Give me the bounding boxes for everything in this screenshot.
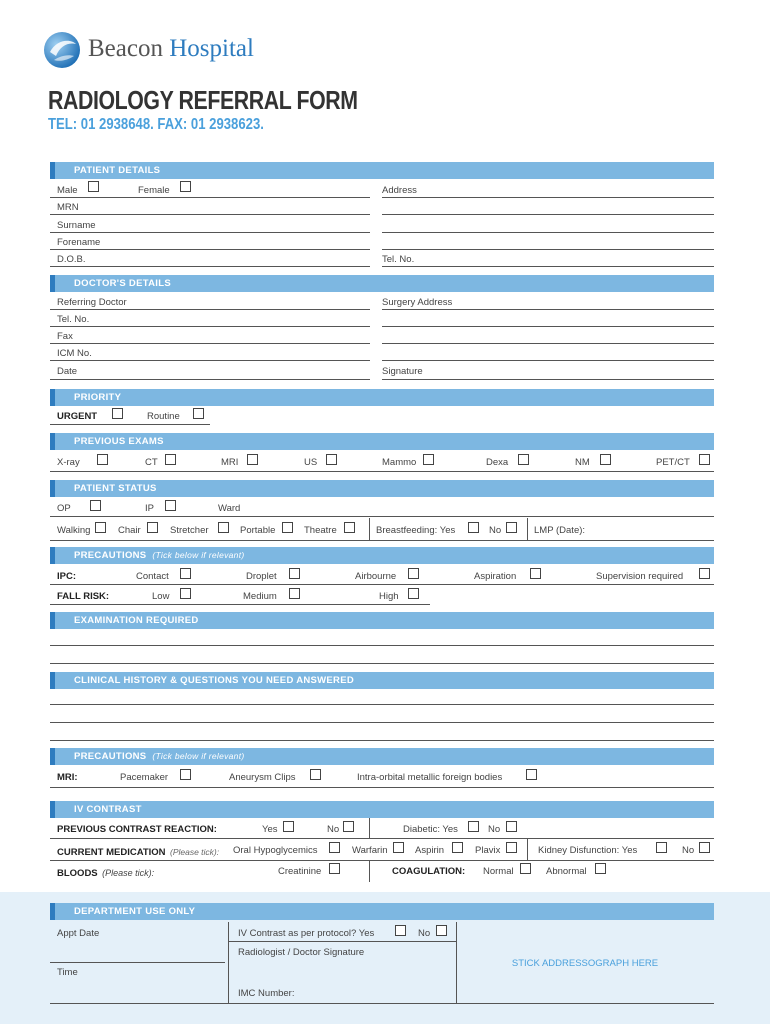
exam-ct-checkbox[interactable] [165,454,176,465]
exam-xray-label: X-ray [57,457,80,468]
fax-label: Fax [57,331,73,342]
aspiration-label: Aspiration [474,571,517,582]
divider [50,860,714,861]
prev-contrast-no-label: No [327,824,340,835]
tick-hint: (Tick below if relevant) [152,751,245,761]
chair-checkbox[interactable] [147,522,158,533]
mri-label: MRI: [57,772,78,783]
creatinine-checkbox[interactable] [329,863,340,874]
ip-checkbox[interactable] [165,500,176,511]
divider [50,471,714,472]
plavix-label: Plavix [475,845,501,856]
breastfeeding-label: Breastfeeding: Yes [376,525,456,536]
high-checkbox[interactable] [408,588,419,599]
portable-checkbox[interactable] [282,522,293,533]
section-heading: PRECAUTIONS [74,550,147,561]
pacemaker-label: Pacemaker [120,772,169,783]
time-label: Time [57,967,78,978]
airbourne-label: Airbourne [355,571,397,582]
section-previous-exams [50,433,714,450]
please-tick-hint: (Please tick): [170,847,220,857]
kidney-yes-checkbox[interactable] [656,842,667,853]
section-examination-required [50,612,714,629]
doctor-tel-field[interactable] [50,326,370,327]
prev-contrast-label: PREVIOUS CONTRAST REACTION: [57,824,217,835]
divider [50,197,370,198]
medium-checkbox[interactable] [289,588,300,599]
section-heading: IV CONTRAST [74,804,142,815]
normal-checkbox[interactable] [520,863,531,874]
appt-date-label: Appt Date [57,928,100,939]
address-line-2[interactable] [382,214,714,215]
lmp-label: LMP (Date): [534,525,586,536]
section-patient-details [50,162,714,179]
divider [228,922,229,1003]
iv-protocol-no-checkbox[interactable] [436,925,447,936]
creatinine-label: Creatinine [278,866,322,877]
address-line-1[interactable] [382,197,714,198]
divider [50,424,210,425]
date-field[interactable] [50,379,370,380]
section-heading: PATIENT STATUS [74,483,157,494]
contact-label: Contact [136,571,169,582]
section-iv-contrast [50,801,714,818]
section-clinical-history [50,672,714,689]
routine-checkbox[interactable] [193,408,204,419]
oral-hypoglycemics-checkbox[interactable] [329,842,340,853]
urgent-label: URGENT [57,411,98,422]
divider [50,604,430,605]
prev-contrast-yes-label: Yes [262,824,278,835]
exam-mammo-label: Mammo [382,457,417,468]
exam-dexa-label: Dexa [486,457,509,468]
form-title: RADIOLOGY REFERRAL FORM [48,85,358,115]
dob-field[interactable] [50,266,370,267]
section-heading: PRIORITY [74,392,122,403]
examination-line-2[interactable] [50,663,714,664]
male-label: Male [57,185,78,196]
clinical-line-1[interactable] [50,704,714,705]
kidney-no-checkbox[interactable] [699,842,710,853]
section-precautions [50,547,714,564]
section-priority [50,389,714,406]
mrn-label: MRN [57,202,79,213]
divider [228,941,456,942]
clinical-line-2[interactable] [50,722,714,723]
bloods-label: BLOODS [57,868,98,879]
imc-number-label: IMC Number: [238,988,295,999]
section-doctor-details [50,275,714,292]
supervision-label: Supervision required [596,571,684,582]
aspiration-checkbox[interactable] [530,568,541,579]
orbital-checkbox[interactable] [526,769,537,780]
theatre-label: Theatre [304,525,337,536]
signature-field[interactable] [382,379,714,380]
iv-protocol-yes-checkbox[interactable] [395,925,406,936]
warfarin-checkbox[interactable] [393,842,404,853]
op-label: OP [57,503,71,514]
urgent-checkbox[interactable] [112,408,123,419]
oral-hypoglycemics-label: Oral Hypoglycemics [233,845,318,856]
hospital-logo [42,30,272,70]
exam-ct-label: CT [145,457,158,468]
aspirin-checkbox[interactable] [452,842,463,853]
breastfeeding-no-checkbox[interactable] [506,522,517,533]
divider [369,518,370,540]
low-checkbox[interactable] [180,588,191,599]
aneurysm-checkbox[interactable] [310,769,321,780]
referring-doctor-field[interactable] [50,309,370,310]
stretcher-label: Stretcher [170,525,209,536]
mrn-field[interactable] [50,214,370,215]
prev-contrast-yes-checkbox[interactable] [283,821,294,832]
aspirin-label: Aspirin [415,845,445,856]
examination-line-1[interactable] [50,645,714,646]
ward-label: Ward [218,503,241,514]
tick-hint: (Tick below if relevant) [152,550,245,560]
date-label: Date [57,366,78,377]
dob-label: D.O.B. [57,254,86,265]
diabetic-label: Diabetic: Yes [403,824,458,835]
addressograph-label: STICK ADDRESSOGRAPH HERE [511,958,659,969]
male-checkbox[interactable] [88,181,99,192]
surgery-address-line-2[interactable] [382,326,714,327]
contact-line: TEL: 01 2938648. FAX: 01 2938623. [48,116,264,133]
appt-date-field[interactable] [50,962,225,963]
ip-label: IP [145,503,154,514]
icm-field[interactable] [50,360,370,361]
portable-label: Portable [240,525,276,536]
time-field[interactable] [50,1003,714,1004]
airbourne-checkbox[interactable] [408,568,419,579]
section-heading: PRECAUTIONS [74,751,147,762]
signature-label: Signature [382,366,423,377]
contact-checkbox[interactable] [180,568,191,579]
walking-label: Walking [57,525,91,536]
exam-nm-checkbox[interactable] [600,454,611,465]
brand-hospital: Hospital [169,35,254,62]
plavix-checkbox[interactable] [506,842,517,853]
coagulation-label: COAGULATION: [392,866,466,877]
divider [527,839,528,860]
exam-us-label: US [304,457,318,468]
iv-protocol-no-label: No [418,928,431,939]
exam-petct-label: PET/CT [656,457,690,468]
radiologist-signature-label: Radiologist / Doctor Signature [238,947,365,958]
patient-tel-field[interactable] [382,266,714,267]
address-line-4[interactable] [382,249,714,250]
patient-tel-label: Tel. No. [382,254,415,265]
exam-mri-label: MRI [221,457,239,468]
section-precautions-mri [50,748,714,765]
surgery-address-line-1[interactable] [382,309,714,310]
bloods-hint: (Please tick): [102,868,155,878]
medium-label: Medium [243,591,277,602]
diabetic-yes-checkbox[interactable] [468,821,479,832]
high-label: High [379,591,399,602]
icm-label: ICM No. [57,348,92,359]
section-heading: DOCTOR'S DETAILS [74,278,171,289]
theatre-checkbox[interactable] [344,522,355,533]
exam-us-checkbox[interactable] [326,454,337,465]
brand-beacon: Beacon [88,35,163,62]
surgery-address-label: Surgery Address [382,297,453,308]
exam-nm-label: NM [575,457,590,468]
divider [50,838,714,839]
section-heading: PREVIOUS EXAMS [74,436,164,447]
surgery-address-line-4[interactable] [382,360,714,361]
address-label: Address [382,185,417,196]
surname-field[interactable] [50,232,370,233]
section-heading: PATIENT DETAILS [74,165,161,176]
address-line-3[interactable] [382,232,714,233]
kidney-no-label: No [682,845,695,856]
section-heading: DEPARTMENT USE ONLY [74,906,196,917]
forename-field[interactable] [50,249,370,250]
aneurysm-label: Aneurysm Clips [229,772,296,783]
prev-contrast-no-checkbox[interactable] [343,821,354,832]
referring-doctor-label: Referring Doctor [57,297,127,308]
droplet-checkbox[interactable] [289,568,300,579]
warfarin-label: Warfarin [352,845,388,856]
stretcher-checkbox[interactable] [218,522,229,533]
orbital-label: Intra-orbital metallic foreign bodies [357,772,503,783]
section-patient-status [50,480,714,497]
current-medication-label: CURRENT MEDICATION [57,847,166,858]
section-heading: EXAMINATION REQUIRED [74,615,199,626]
exam-xray-checkbox[interactable] [97,454,108,465]
surname-label: Surname [57,220,96,231]
iv-protocol-label: IV Contrast as per protocol? Yes [238,928,375,939]
surgery-address-line-3[interactable] [382,343,714,344]
abnormal-checkbox[interactable] [595,863,606,874]
diabetic-no-label: No [488,824,501,835]
supervision-checkbox[interactable] [699,568,710,579]
section-heading: CLINICAL HISTORY & QUESTIONS YOU NEED ANSWERED [74,675,355,686]
female-checkbox[interactable] [180,181,191,192]
exam-petct-checkbox[interactable] [699,454,710,465]
routine-label: Routine [147,411,180,422]
divider [50,584,714,585]
breastfeeding-yes-checkbox[interactable] [468,522,479,533]
ipc-label: IPC: [57,571,76,582]
op-checkbox[interactable] [90,500,101,511]
doctor-tel-label: Tel. No. [57,314,90,325]
low-label: Low [152,591,170,602]
walking-checkbox[interactable] [95,522,106,533]
section-department-use [50,903,714,920]
chair-label: Chair [118,525,141,536]
globe-logo-icon [42,30,82,70]
pacemaker-checkbox[interactable] [180,769,191,780]
exam-dexa-checkbox[interactable] [518,454,529,465]
abnormal-label: Abnormal [546,866,587,877]
breastfeeding-no-label: No [489,525,502,536]
exam-mri-checkbox[interactable] [247,454,258,465]
ward-field[interactable] [50,516,714,517]
clinical-line-3[interactable] [50,740,714,741]
fall-risk-label: FALL RISK: [57,591,110,602]
female-label: Female [138,185,170,196]
kidney-label: Kidney Disfunction: Yes [538,845,638,856]
droplet-label: Droplet [246,571,277,582]
divider [369,860,370,882]
exam-mammo-checkbox[interactable] [423,454,434,465]
divider [527,518,528,540]
diabetic-no-checkbox[interactable] [506,821,517,832]
normal-label: Normal [483,866,514,877]
fax-field[interactable] [50,343,370,344]
lmp-field[interactable] [50,540,714,541]
divider [50,787,714,788]
forename-label: Forename [57,237,101,248]
divider [369,818,370,838]
